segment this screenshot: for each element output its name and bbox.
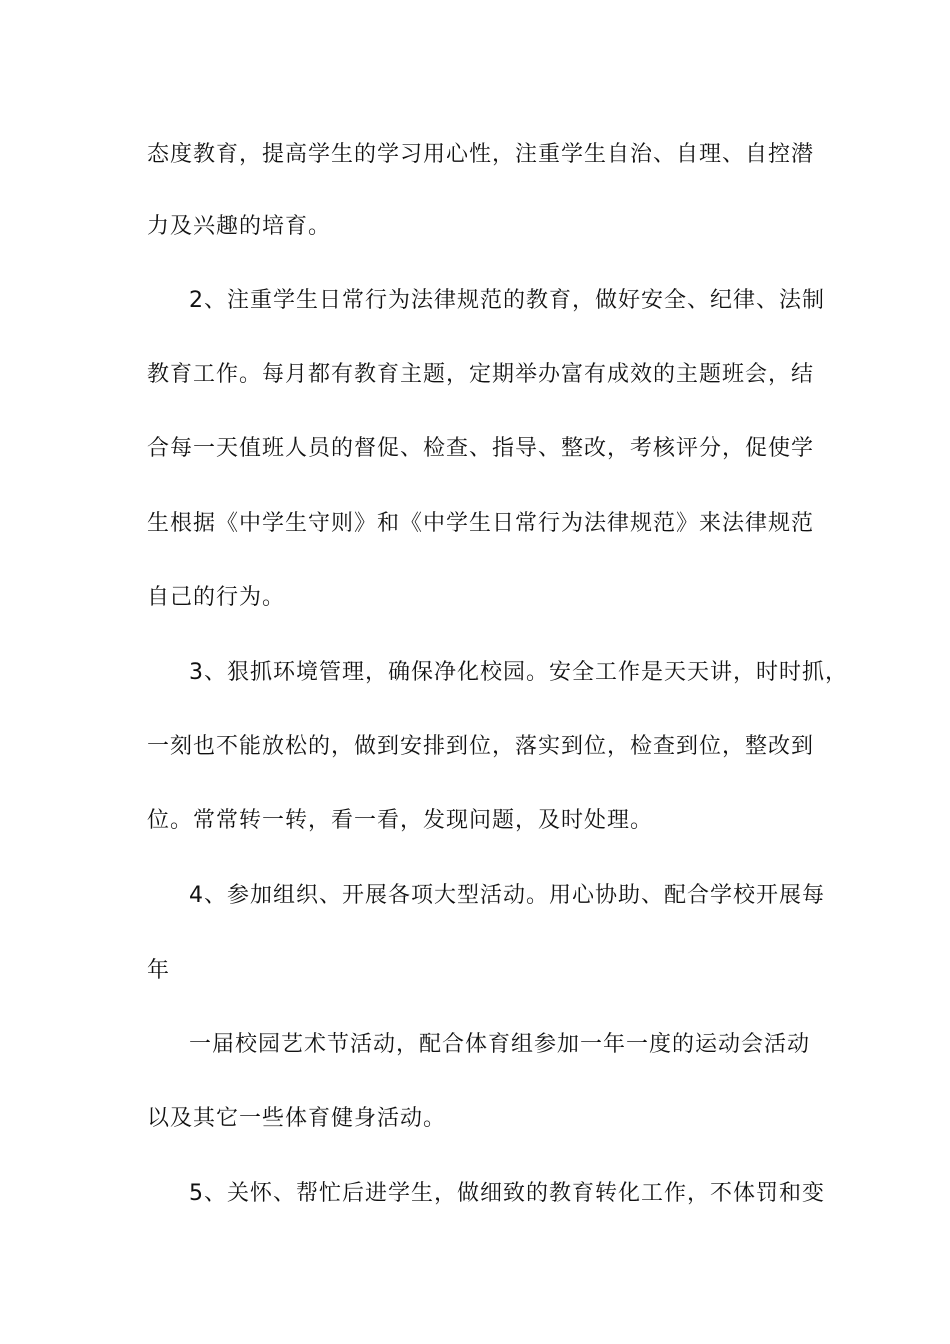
- text-line: 以及其它一些体育健身活动。: [147, 1106, 447, 1131]
- text-line: 一刻也不能放松的，做到安排到位，落实到位，检查到位，整改到: [147, 734, 815, 759]
- text-line: 态度教育，提高学生的学习用心性，注重学生自治、自理、自控潜: [147, 142, 815, 167]
- paragraph-start-line: 2、注重学生日常行为法律规范的教育，做好安全、纪律、法制: [189, 288, 825, 313]
- paragraph-start-line: 4、参加组织、开展各项大型活动。用心协助、配合学校开展每: [189, 883, 825, 908]
- text-line: 年: [147, 958, 171, 983]
- paragraph-start-line: 一届校园艺术节活动，配合体育组参加一年一度的运动会活动: [189, 1032, 811, 1057]
- text-line: 教育工作。每月都有教育主题，定期举办富有成效的主题班会，结: [147, 362, 815, 387]
- text-line: 生根据《中学生守则》和《中学生日常行为法律规范》来法律规范: [147, 511, 815, 536]
- paragraph-start-line: 5、关怀、帮忙后进学生，做细致的教育转化工作，不体罚和变: [189, 1181, 825, 1206]
- text-line: 自己的行为。: [147, 585, 286, 610]
- text-line: 力及兴趣的培育。: [147, 214, 332, 239]
- paragraph-start-line: 3、狠抓环境管理，确保净化校园。安全工作是天天讲，时时抓，: [189, 660, 848, 685]
- text-line: 合每一天值班人员的督促、检查、指导、整改，考核评分，促使学: [147, 436, 815, 461]
- text-line: 位。常常转一转，看一看，发现问题，及时处理。: [147, 808, 654, 833]
